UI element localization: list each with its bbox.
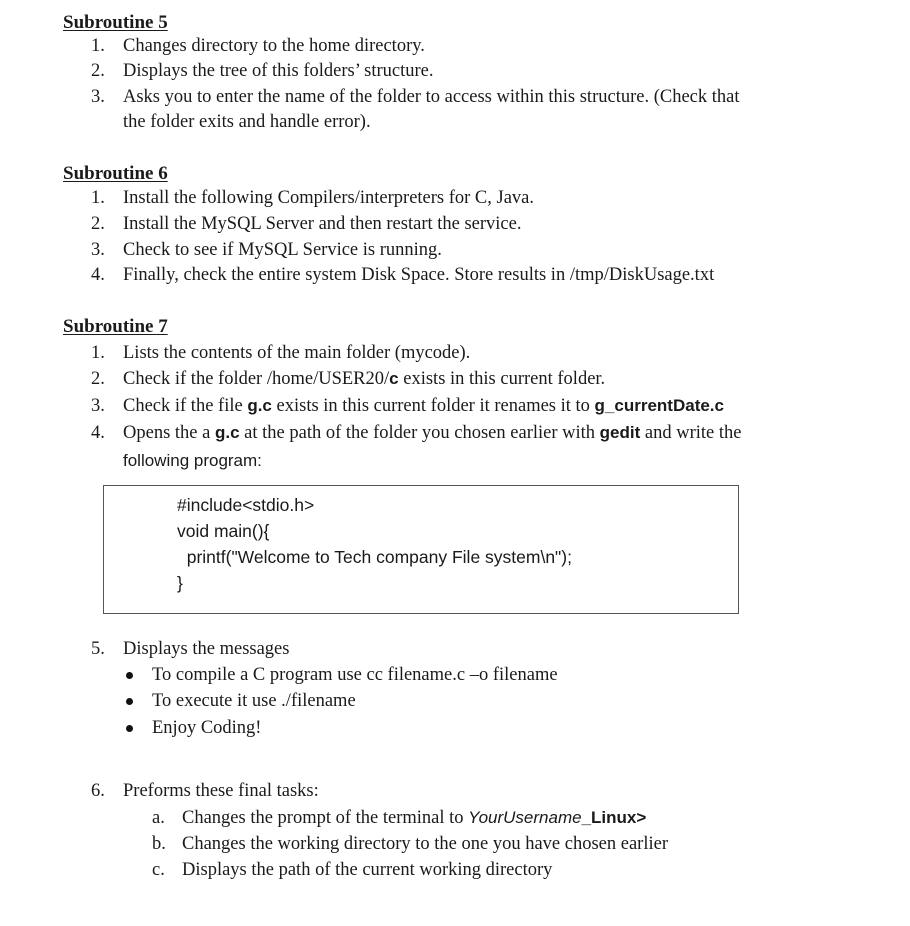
list-number: 1.	[91, 188, 105, 208]
bullet-icon	[126, 672, 133, 679]
item-text: Opens the a	[123, 423, 215, 443]
item-text: and write the	[640, 423, 742, 443]
code-line: printf("Welcome to Tech company File system\n");	[177, 547, 572, 567]
list-number: 4.	[91, 423, 105, 443]
item-bold-text: g.c	[247, 396, 272, 415]
list-number: 2.	[91, 369, 105, 389]
list-item	[123, 395, 724, 417]
list-item: Install the following Compilers/interpreters for C, Java.	[123, 188, 535, 208]
item-bold-text: g_currentDate.c	[594, 396, 724, 415]
item-text: exists in this current folder it renames it to	[271, 396, 595, 416]
item-text: Check if the folder /home/USER20/	[123, 369, 390, 389]
subroutine-5-heading: Subroutine 5	[63, 12, 168, 33]
list-item: Asks you to enter the name of the folder to access within this structure. (Check that	[123, 87, 740, 107]
item-bold-text: c	[389, 369, 399, 388]
item-text: Check if the file	[123, 396, 248, 416]
list-item: Preforms these final tasks:	[123, 781, 319, 801]
list-item: Check to see if MySQL Service is running.	[123, 240, 442, 260]
list-number: 5.	[91, 639, 105, 659]
list-number: 3.	[91, 240, 105, 260]
list-item: Changes directory to the home directory.	[123, 36, 425, 56]
item-bold-text: _Linux>	[581, 808, 647, 827]
sub-item	[182, 807, 646, 829]
list-item: Displays the tree of this folders’ structure.	[123, 61, 434, 81]
bullet-item: To execute it use ./filename	[152, 691, 356, 711]
sub-item: Changes the working directory to the one you have chosen earlier	[182, 834, 668, 854]
subroutine-6-heading: Subroutine 6	[63, 163, 168, 184]
list-item: Lists the contents of the main folder (mycode).	[123, 343, 471, 363]
sub-item-letter: a.	[152, 808, 165, 828]
list-number: 1.	[91, 343, 105, 363]
list-item: Displays the messages	[123, 639, 290, 659]
code-line: void main(){	[177, 521, 270, 541]
code-line: }	[177, 573, 183, 593]
list-item: Install the MySQL Server and then restart the service.	[123, 214, 522, 234]
bullet-item: Enjoy Coding!	[152, 718, 262, 738]
item-italic-text: YourUsername	[468, 808, 582, 827]
list-number: 3.	[91, 396, 105, 416]
sub-item-letter: c.	[152, 860, 165, 880]
code-line: #include<stdio.h>	[177, 495, 315, 515]
list-item	[123, 422, 741, 444]
list-number: 4.	[91, 265, 105, 285]
item-text: Changes the prompt of the terminal to	[182, 808, 469, 828]
item-bold-text: gedit	[599, 423, 641, 442]
sub-item: Displays the path of the current working directory	[182, 860, 553, 880]
bullet-icon	[126, 698, 133, 705]
list-number: 6.	[91, 781, 105, 801]
list-item-continuation: following program:	[123, 451, 262, 470]
list-item: Finally, check the entire system Disk Space. Store results in /tmp/DiskUsage.txt	[123, 265, 715, 285]
subroutine-7-heading: Subroutine 7	[63, 316, 168, 337]
item-text: at the path of the folder you chosen earlier with	[239, 423, 600, 443]
item-bold-text: g.c	[214, 423, 240, 442]
bullet-icon	[126, 725, 133, 732]
list-number: 3.	[91, 87, 105, 107]
list-item	[123, 368, 605, 390]
sub-item-letter: b.	[152, 834, 166, 854]
bullet-item: To compile a C program use cc filename.c –o filename	[152, 665, 558, 685]
list-number: 1.	[91, 36, 105, 56]
list-number: 2.	[91, 214, 105, 234]
list-item-continuation: the folder exits and handle error).	[123, 112, 371, 132]
list-number: 2.	[91, 61, 105, 81]
item-text: exists in this current folder.	[398, 369, 606, 389]
